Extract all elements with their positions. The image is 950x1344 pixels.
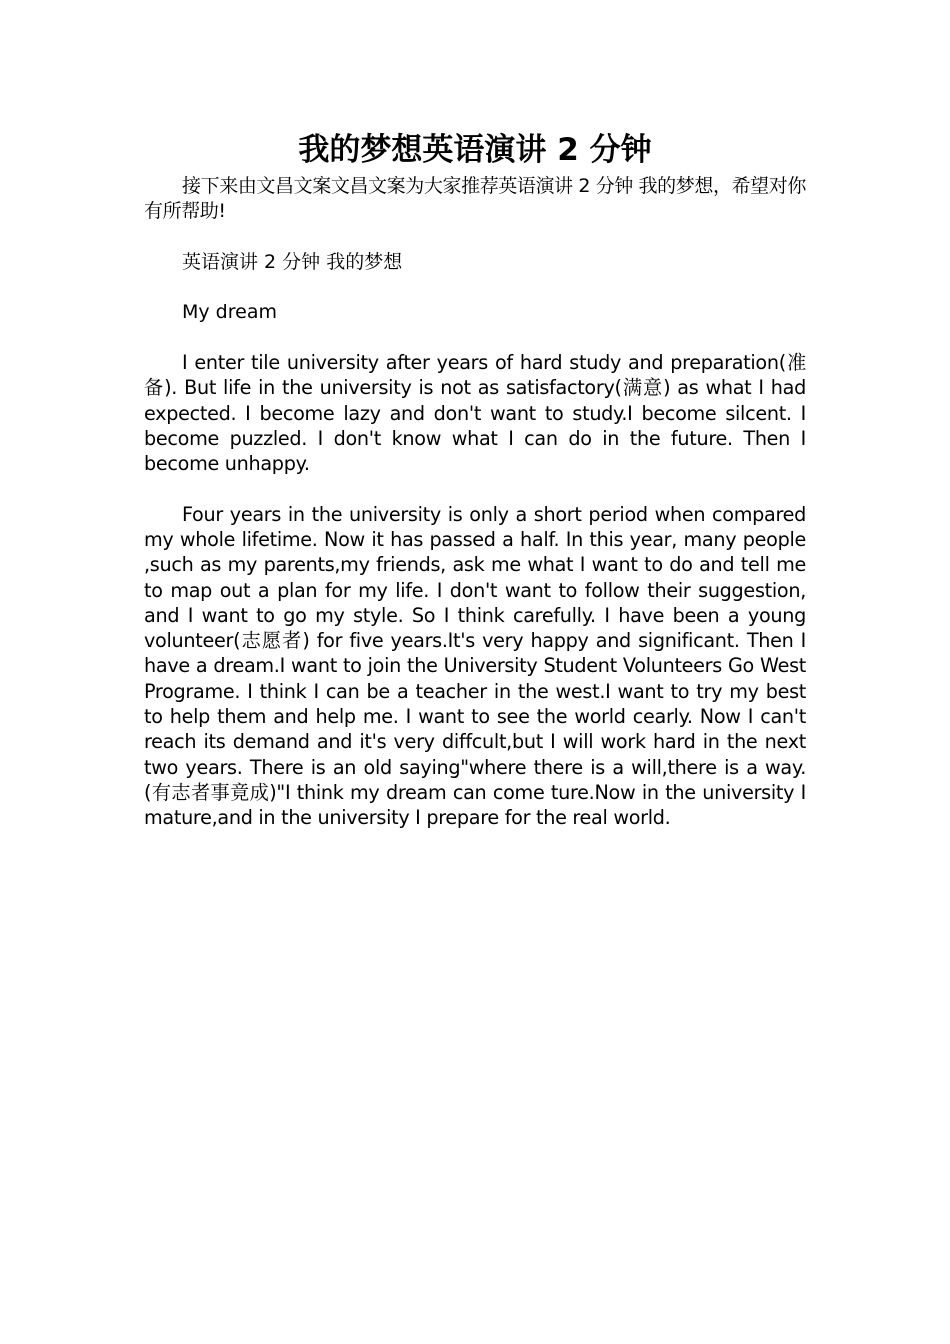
english-title: My dream <box>182 300 277 323</box>
intro-paragraph: 接下来由文昌文案文昌文案为大家推荐英语演讲 2 分钟 我的梦想，希望对你有所帮助! <box>144 175 806 223</box>
subheading: 英语演讲 2 分钟 我的梦想 <box>182 250 403 273</box>
document-title: 我的梦想英语演讲 2 分钟 <box>298 132 652 168</box>
spacer <box>144 225 806 250</box>
body-paragraph-1: I enter tile university after years of hard study and preparation(准备). But life in the university is not as satisfactory(满意) as what I had expected. I become lazy and don't want to study.I become silcent. I become puzzled. I don't know what I can do in the future. Then I become unhappy. <box>144 351 806 476</box>
spacer <box>144 477 806 502</box>
body-paragraph-2: Four years in the university is only a short period when compared my whole lifetime. Now it has passed a half. In this year, many people ,such as my parents,my friends, ask me what I want to do and tell me to map out a plan for my life. I don't want to follow their suggestion, and I want to go my style. So I think carefully. I have been a young volunteer(志愿者) for five years.It's very happy and significant. Then I have a dream.I want to join the University Student Volunteers Go West Programe. I think I can be a teacher in the west.I want to try my best to help them and help me. I want to see the world cearly. Now I can't reach its demand and it's very diffcult,but I will work hard in the next two years. There is an old saying"where there is a will,there is a way.(有志者事竟成)"I think my dream can come ture.Now in the university I mature,and in the university I prepare for the real world. <box>144 502 806 830</box>
spacer <box>144 275 806 300</box>
document-page <box>144 128 806 831</box>
spacer <box>144 325 806 350</box>
